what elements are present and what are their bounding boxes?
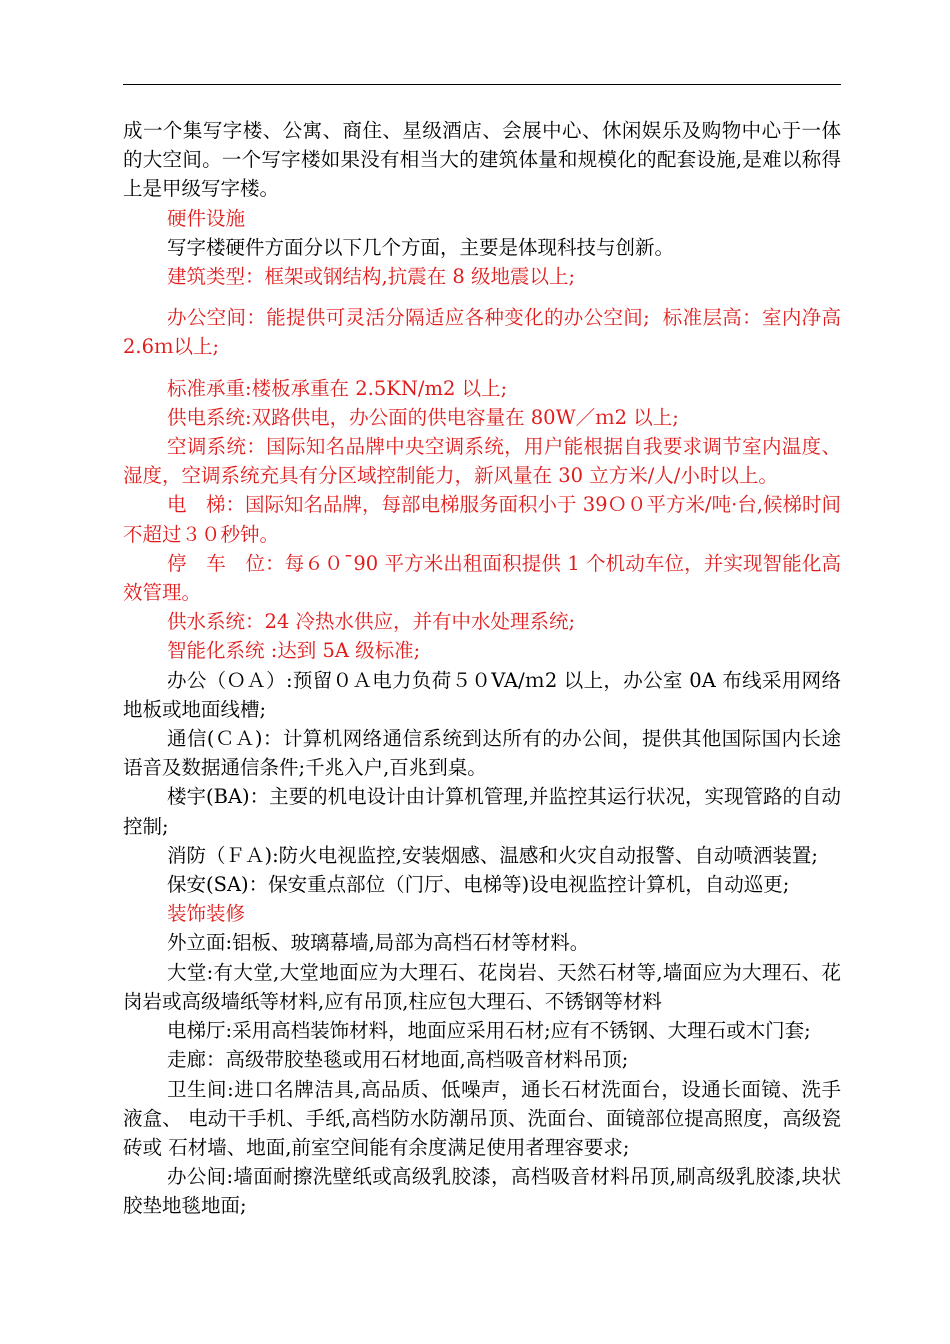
paragraph: 办公（ＯＡ）:预留０Ａ电力负荷５０VA/ｍ2 以上，办公室 0A 布线采用网络地板或地面线槽; xyxy=(123,668,841,721)
document-body xyxy=(123,116,841,1221)
paragraph: 办公空间：能提供可灵活分隔适应各种变化的办公空间; ﻿ 标准层高：室内净高 2.6ｍ以上; xyxy=(123,306,841,359)
section-heading-decoration: 装饰装修 xyxy=(167,902,246,926)
section-heading-hardware: 硬件设施 xyxy=(167,206,246,230)
paragraph: 消防（ＦＡ):防火电视监控,安装烟感、温感和火灾自动报警、自动喷洒装置; xyxy=(167,843,818,867)
paragraph: 外立面:铝板、玻璃幕墙,局部为高档石材等材料。 xyxy=(167,931,590,955)
paragraph: 电 梯：国际知名品牌，每部电梯服务面积小于 39Ｏ０平方米/吨·台,候梯时间不超过３０秒钟。 xyxy=(123,493,841,546)
paragraph: 通信(ＣＡ)：计算机网络通信系统到达所有的办公间，提供其他国际国内长途语音及数据通信条件;千兆入户,百兆到桌。 xyxy=(123,727,841,780)
paragraph: 空调系统：国际知名品牌中央空调系统，用户能根据自我要求调节室内温度、湿度，空调系统充具有分区域控制能力，新风量在 30 立方米/人/小时以上。 xyxy=(123,435,841,488)
paragraph: 建筑类型：框架或钢结构,抗震在 8 级地震以上; xyxy=(167,265,576,289)
paragraph: 成一个集写字楼、公寓、商住、星级酒店、会展中心、休闲娱乐及购物中心于一体的大空间。一个写字楼如果没有相当大的建筑体量和规模化的配套设施,是难以称得上是甲级写字楼。 xyxy=(123,119,841,201)
paragraph: 电梯厅:采用高档装饰材料，地面应采用石材;应有不锈钢、大理石或木门套; xyxy=(167,1019,811,1043)
paragraph: 走廊：高级带胶垫毯或用石材地面,高档吸音材料吊顶; xyxy=(167,1048,629,1072)
paragraph: 供电系统:双路供电，办公面的供电容量在 80W／ｍ2 以上; xyxy=(167,405,679,429)
paragraph: 写字楼硬件方面分以下几个方面，主要是体现科技与创新。 xyxy=(167,235,675,259)
paragraph: 保安(SA)：保安重点部位（门厅、电梯等)设电视监控计算机，自动巡更; xyxy=(167,873,790,897)
paragraph: 楼宇(BA)：主要的机电设计由计算机管理,并监控其运行状况，实现管路的自动控制; xyxy=(123,785,841,838)
paragraph: 智能化系统 :达到 5A 级标准; xyxy=(167,639,421,663)
header-rule xyxy=(123,84,841,85)
paragraph: 办公间:墙面耐擦洗壁纸或高级乳胶漆，高档吸音材料吊顶,刷高级乳胶漆,块状胶垫地毯地面; xyxy=(123,1165,841,1218)
paragraph: 停 车 位：每６０¯90 平方米出租面积提供 1 个机动车位，并实现智能化高效管理。 xyxy=(123,551,841,605)
paragraph: 卫生间:进口名牌洁具,高品质、低噪声，通长石材洗面台，设通长面镜、洗手液盒、 电动干手机、手纸,高档防水防潮吊顶、洗面台、面镜部位提高照度，高级瓷砖或 石材墙、地面,前室空间能有余度满足使用者理容要求; xyxy=(123,1077,841,1159)
paragraph: 大堂:有大堂,大堂地面应为大理石、花岗岩、天然石材等,墙面应为大理石、花岗岩或高级墙纸等材料,应有吊顶,柱应包大理石、不锈钢等材料 xyxy=(123,960,841,1013)
paragraph: 标准承重:楼板承重在 2.5KN/m2 以上; xyxy=(167,376,508,400)
paragraph: 供水系统：24 冷热水供应，并有中水处理系统; xyxy=(167,610,576,634)
